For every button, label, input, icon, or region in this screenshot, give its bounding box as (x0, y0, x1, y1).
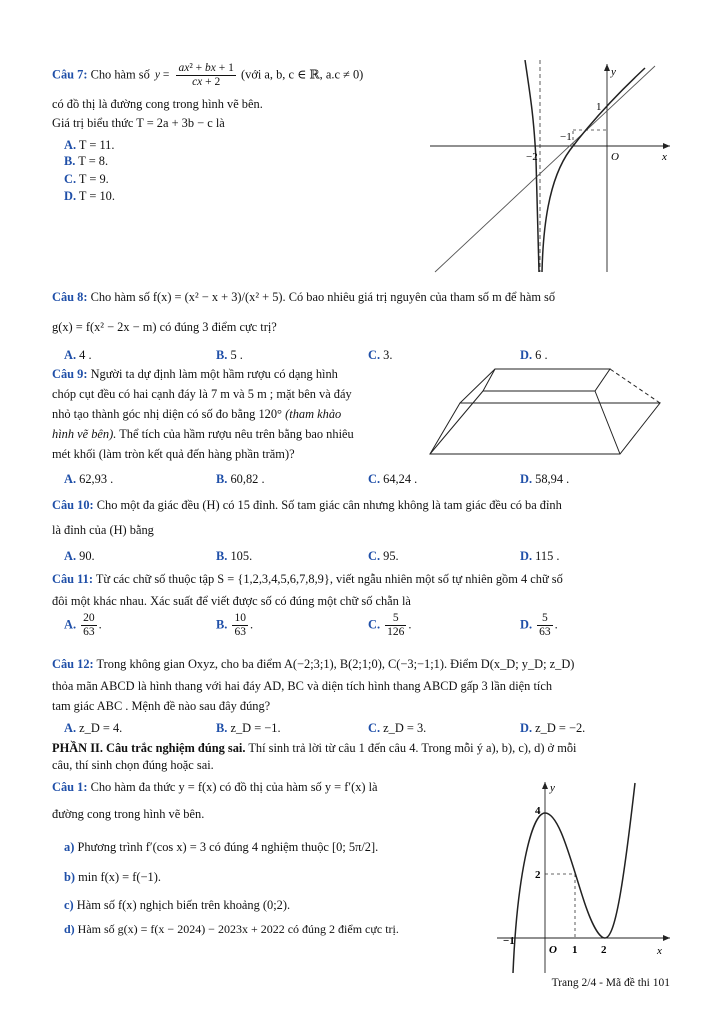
q11-text2: đôi một khác nhau. Xác suất để viết được số có đúng một chữ số chẵn là (52, 594, 411, 608)
q7-option-d[interactable]: D. T = 10. (64, 189, 115, 203)
p2q1-text1: Câu 1: Cho hàm đa thức y = f(x) có đồ thị của hàm số y = f′(x) là (52, 780, 378, 794)
q11-option-d[interactable]: D. $\frac{5}{63}$ . (520, 612, 558, 638)
tick-x1: 1 (572, 944, 578, 956)
q9-frustum-figure (425, 355, 685, 460)
asymptote-oblique (435, 66, 655, 272)
origin-label: O (549, 944, 557, 956)
q7-graph (430, 60, 675, 275)
q9-option-a[interactable]: A. 62,93 . (64, 472, 114, 486)
q12-option-b[interactable]: B. z_D = −1. (216, 721, 281, 735)
tick-y2: 2 (535, 869, 541, 881)
p2q1-item-c[interactable]: c) Hàm số f(x) nghịch biến trên khoảng (0;2). (64, 898, 291, 912)
x-label: x (657, 945, 662, 957)
q12-text2: thỏa mãn ABCD là hình thang với hai đáy AD, BC và diện tích hình thang ABCD gấp 3 lần diện tích (52, 679, 553, 693)
tick-1: 1 (596, 101, 602, 113)
q8-option-d[interactable]: D. 6 . (520, 348, 548, 362)
q7-text2: có đồ thị là đường cong trong hình vẽ bên. (52, 97, 263, 111)
p2q1-text2: đường cong trong hình vẽ bên. (52, 807, 205, 821)
q7-option-c[interactable]: C. T = 9. (64, 172, 109, 186)
q7-label: Câu 7: (52, 67, 88, 82)
q10-option-b[interactable]: B. 105. (216, 549, 253, 563)
q11-option-a[interactable]: A. $\frac{20}{63}$ . (64, 612, 102, 638)
x-label: x (662, 151, 667, 163)
q11-option-b[interactable]: B. $\frac{10}{63}$ . (216, 612, 254, 638)
q10-text2: là đỉnh của (H) bằng (52, 523, 154, 537)
q10-text1: Câu 10: Cho một đa giác đều (H) có 15 đỉnh. Số tam giác cân nhưng không là tam giác đều có ba đỉnh (52, 498, 562, 512)
q7-condition: (với a, b, c ∈ ℝ, a.c ≠ 0) (241, 67, 364, 82)
tick-minus1: −1 (560, 131, 572, 143)
q8-text2: g(x) = f(x² − 2x − m) có đúng 3 điểm cực trị? (52, 320, 277, 334)
q11-text1: Câu 11: Từ các chữ số thuộc tập S = {1,2,3,4,5,6,7,8,9}, viết ngẫu nhiên một số tự nhiên gồm 4 chữ số (52, 572, 563, 586)
q10-option-a[interactable]: A. 90. (64, 549, 95, 563)
p2q1-item-d[interactable]: d) Hàm số g(x) = f(x − 2024) − 2023x + 2022 có đúng 2 điểm cực trị. (64, 922, 399, 936)
q9-option-b[interactable]: B. 60,82 . (216, 472, 265, 486)
curve-left (525, 60, 539, 272)
q9-option-d[interactable]: D. 58,94 . (520, 472, 570, 486)
y-label: y (550, 782, 555, 794)
q11-option-c[interactable]: C. $\frac{5}{126}$ . (368, 612, 412, 638)
q12-option-d[interactable]: D. z_D = −2. (520, 721, 586, 735)
p2q1-graph (495, 778, 675, 974)
part2-heading: PHẦN II. Câu trắc nghiệm đúng sai. Thí sinh trả lời từ câu 1 đến câu 4. Trong mỗi ý a), b), c), d) ở mỗi câu, thí sinh chọn đúng hoặc sai. (52, 741, 577, 772)
q12-option-a[interactable]: A. z_D = 4. (64, 721, 123, 735)
curve-right (542, 68, 645, 272)
q7-function: y = (154, 69, 170, 81)
tick-y4: 4 (535, 805, 541, 817)
q7-function-frac: $\frac{\text{ax² + bx + 1}}{cx + 2}$ (178, 62, 234, 88)
origin-label: O (611, 151, 619, 163)
tick-minus2: −2 (526, 151, 538, 163)
p2q1-item-a[interactable]: a) Phương trình f′(cos x) = 3 có đúng 4 nghiệm thuộc [0; 5π/2]. (64, 840, 379, 854)
q7-text3: Giá trị biểu thức T = 2a + 3b − c là (52, 116, 225, 130)
q10-option-c[interactable]: C. 95. (368, 549, 399, 563)
tick-x-minus1: −1 (503, 935, 515, 947)
tick-x2: 2 (601, 944, 607, 956)
q8-option-c[interactable]: C. 3. (368, 348, 393, 362)
q8-text1: Câu 8: Cho hàm số f(x) = (x² − x + 3)/(x² + 5). Có bao nhiêu giá trị nguyên của tham số m để hàm số (52, 290, 556, 304)
page-footer: Trang 2/4 - Mã đề thi 101 (551, 977, 670, 989)
q8-option-b[interactable]: B. 5 . (216, 348, 243, 362)
p2q1-item-b[interactable]: b) min f(x) = f(−1). (64, 870, 161, 884)
q9-text: Câu 9: Người ta dự định làm một hầm rượu có dạng hình chóp cụt đều có hai cạnh đáy là 7 m và 5 m ; mặt bên và đáy nhỏ tạo thành góc nhị diện có số đo bằng 120° (tham khảo hình vẽ bên). Thể tích của hầm rượu nêu trên bằng bao nhiêu mét khối (làm tròn kết quả đến hàng phần trăm)? (52, 367, 354, 461)
q8-option-a[interactable]: A. 4 . (64, 348, 92, 362)
q10-option-d[interactable]: D. 115 . (520, 549, 560, 563)
q7-intro: Cho hàm số (90, 67, 150, 82)
q9-option-c[interactable]: C. 64,24 . (368, 472, 418, 486)
q12-text1: Câu 12: Trong không gian Oxyz, cho ba điểm A(−2;3;1), B(2;1;0), C(−3;−1;1). Điểm D(x_D; y_D; z_D) (52, 657, 575, 671)
q7-option-b[interactable]: B. T = 8. (64, 154, 109, 168)
q7-option-a[interactable]: A. T = 11. (64, 138, 115, 152)
q12-text3: tam giác ABC . Mệnh đề nào sau đây đúng? (52, 699, 271, 713)
y-label: y (611, 66, 616, 78)
q12-option-c[interactable]: C. z_D = 3. (368, 721, 427, 735)
